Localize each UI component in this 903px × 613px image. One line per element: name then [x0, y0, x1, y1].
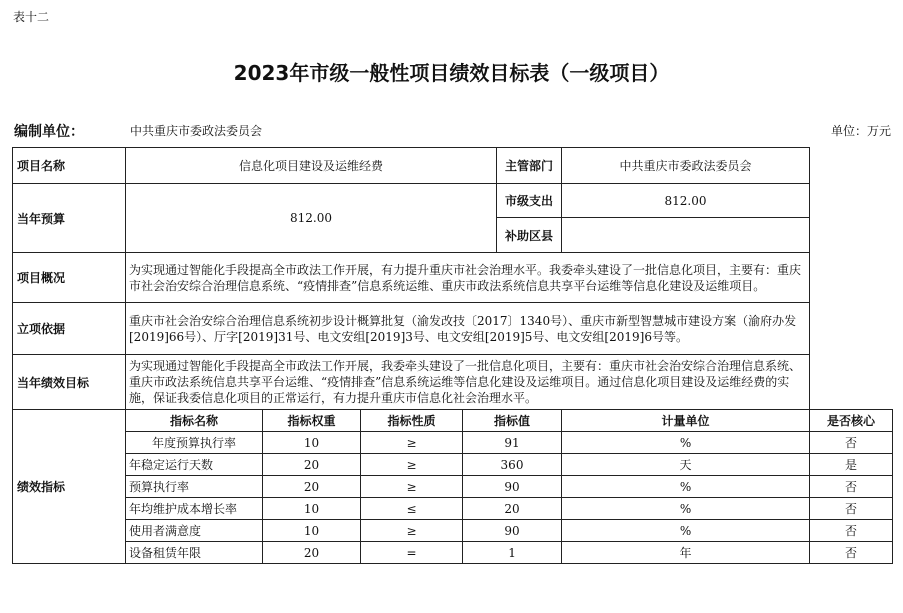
indicator-name: 年度预算执行率 [126, 432, 263, 454]
basis-row [13, 303, 893, 355]
basis-value: 重庆市社会治安综合治理信息系统初步设计概算批复（渝发改技〔2017〕1340号）、重庆市新型智慧城市建设方案（渝府办发[2019]66号）、厅字[2019]31号、电文安组[2019]3号、电文安组[2019]5号、电文安组[2019]6号等。 [126, 303, 810, 355]
table-row [13, 432, 893, 454]
indicator-unit: 年 [562, 542, 810, 564]
indicator-weight: 10 [263, 498, 361, 520]
project-name-value: 信息化项目建设及运维经费 [126, 148, 497, 184]
indicator-core: 否 [810, 542, 893, 564]
indicator-value: 91 [463, 432, 562, 454]
indicator-unit: % [562, 432, 810, 454]
table-row [13, 476, 893, 498]
table-row [13, 454, 893, 476]
budget-label: 当年预算 [13, 184, 126, 253]
indicator-name: 预算执行率 [126, 476, 263, 498]
indicator-weight: 20 [263, 476, 361, 498]
col-header-nature: 指标性质 [361, 410, 463, 432]
project-name-row [13, 148, 893, 184]
indicator-value: 20 [463, 498, 562, 520]
indicator-nature: ≥ [361, 476, 463, 498]
indicator-unit: % [562, 498, 810, 520]
goal-value: 为实现通过智能化手段提高全市政法工作开展，我委牵头建设了一批信息化项目，主要有：重庆市社会治安综合治理信息系统、重庆市政法系统信息共享平台运维、“疫情排查”信息系统运维等信息化建设及运维项目。通过信息化项目建设及运维经费的实施，保证我委信息化项目的正常运行，有力提升重庆市信息化社会治理水平。 [126, 355, 810, 410]
table-row [13, 520, 893, 542]
budget-row [13, 184, 893, 218]
indicator-core: 否 [810, 520, 893, 542]
indicator-unit: % [562, 476, 810, 498]
indicator-weight: 20 [263, 454, 361, 476]
currency-unit-label: 单位：万元 [830, 124, 891, 138]
indicator-weight: 10 [263, 520, 361, 542]
basis-label: 立项依据 [13, 303, 126, 355]
compiling-unit-value: 中共重庆市委政法委员会 [130, 124, 263, 138]
subsidy-value [562, 218, 810, 253]
indicator-nature: = [361, 542, 463, 564]
project-name-label: 项目名称 [13, 148, 126, 184]
indicator-name: 使用者满意度 [126, 520, 263, 542]
indicator-weight: 10 [263, 432, 361, 454]
indicator-weight: 20 [263, 542, 361, 564]
indicator-value: 90 [463, 520, 562, 542]
overview-value: 为实现通过智能化手段提高全市政法工作开展，有力提升重庆市社会治理水平。我委牵头建设了一批信息化项目，主要有：重庆市社会治安综合治理信息系统、“疫情排查”信息系统运维、重庆市政法系统信息共享平台运维等信息化建设及运维项目。 [126, 253, 810, 303]
table-row [13, 542, 893, 564]
indicator-nature: ≥ [361, 454, 463, 476]
performance-target-table [12, 147, 893, 564]
col-header-core: 是否核心 [810, 410, 893, 432]
indicator-nature: ≤ [361, 498, 463, 520]
table-number-label: 表十二 [13, 10, 50, 24]
compiling-unit-label: 编制单位： [14, 124, 84, 140]
goal-row [13, 355, 893, 410]
indicator-name: 年均维护成本增长率 [126, 498, 263, 520]
page-title: 2023年市级一般性项目绩效目标表（一级项目） [233, 61, 670, 85]
overview-label: 项目概况 [13, 253, 126, 303]
indicator-core: 否 [810, 432, 893, 454]
indicator-value: 360 [463, 454, 562, 476]
budget-value: 812.00 [126, 184, 497, 253]
indicator-nature: ≥ [361, 520, 463, 542]
dept-value: 中共重庆市委政法委员会 [562, 148, 810, 184]
indicator-header-row [13, 410, 893, 432]
col-header-unit: 计量单位 [562, 410, 810, 432]
indicator-name: 设备租赁年限 [126, 542, 263, 564]
indicator-unit: 天 [562, 454, 810, 476]
col-header-value: 指标值 [463, 410, 562, 432]
indicator-core: 否 [810, 476, 893, 498]
indicator-unit: % [562, 520, 810, 542]
indicator-nature: ≥ [361, 432, 463, 454]
indicator-core: 否 [810, 498, 893, 520]
indicator-value: 90 [463, 476, 562, 498]
overview-row [13, 253, 893, 303]
indicator-name: 年稳定运行天数 [126, 454, 263, 476]
indicator-label: 绩效指标 [13, 410, 126, 564]
city-expenditure-label: 市级支出 [497, 184, 562, 218]
table-row [13, 498, 893, 520]
indicator-core: 是 [810, 454, 893, 476]
subsidy-label: 补助区县 [497, 218, 562, 253]
indicator-value: 1 [463, 542, 562, 564]
goal-label: 当年绩效目标 [13, 355, 126, 410]
col-header-weight: 指标权重 [263, 410, 361, 432]
city-expenditure-value: 812.00 [562, 184, 810, 218]
col-header-name: 指标名称 [126, 410, 263, 432]
dept-label: 主管部门 [497, 148, 562, 184]
